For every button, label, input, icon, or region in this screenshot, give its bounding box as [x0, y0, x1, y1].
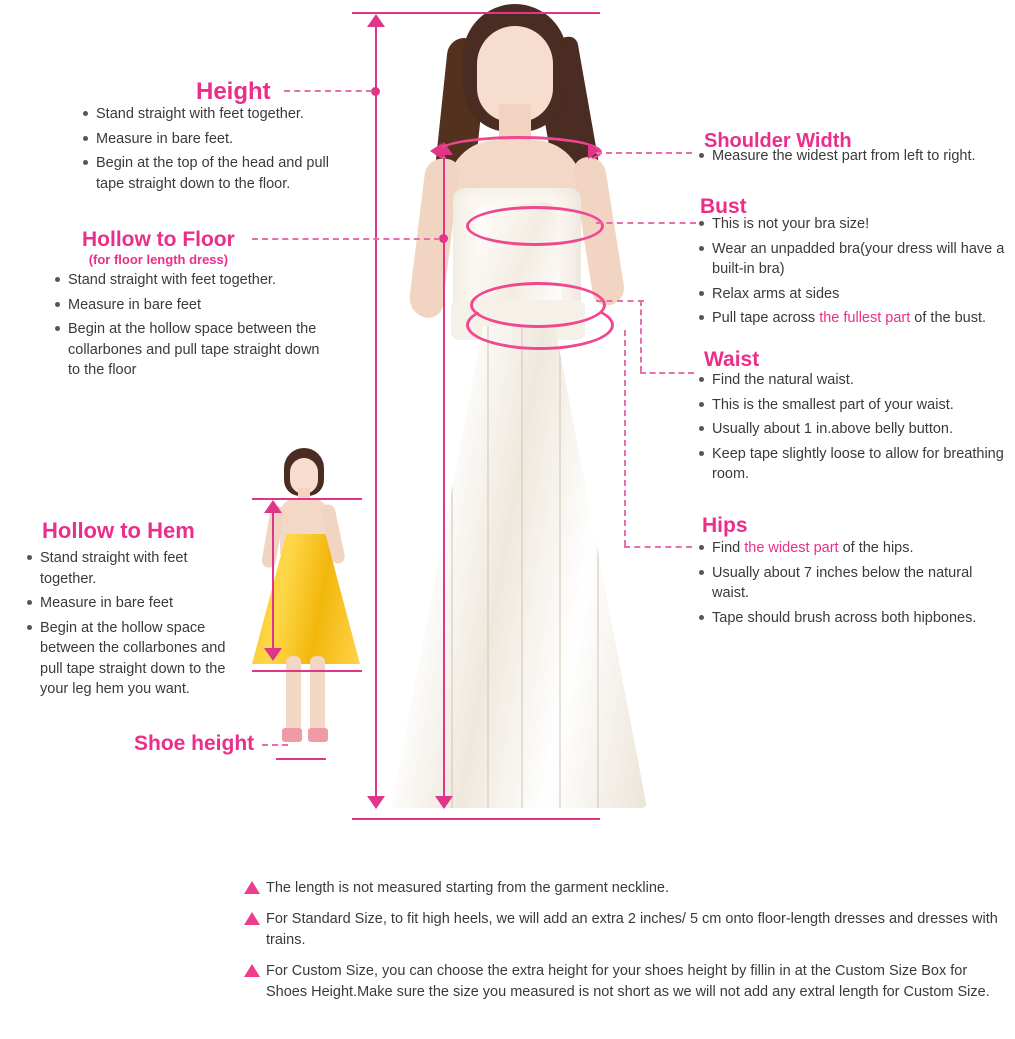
- height-line: [375, 22, 377, 800]
- floor-line: [352, 818, 600, 820]
- hollow-to-floor-label: [82, 228, 235, 267]
- bust-highlight: the fullest part: [819, 310, 911, 327]
- note-text: For Standard Size, to fit high heels, we will add an extra 2 inches/ 5 cm onto floor-length dresses and dresses with trains.: [266, 911, 998, 949]
- list-item: Usually about 7 inches below the natural waist.: [712, 563, 1004, 604]
- list-item: Wear an unpadded bra(your dress will have a built-in bra): [712, 239, 1014, 280]
- shoulder-leader-dash: [596, 152, 692, 154]
- warning-triangle-icon: [244, 881, 260, 894]
- hollow-floor-leader-dash: [252, 238, 440, 240]
- height-label: Height: [196, 78, 271, 105]
- list-item: This is not your bra size!: [712, 214, 1014, 235]
- leg-left: [286, 656, 301, 732]
- hollow-floor-dot: [439, 234, 448, 243]
- footnotes: [240, 878, 1000, 1013]
- height-dot-top: [371, 87, 380, 96]
- list-item: Find the natural waist.: [712, 370, 1004, 391]
- hollow-to-floor-subtitle: (for floor length dress): [88, 252, 229, 267]
- height-leader-dash: [284, 90, 372, 92]
- model-illustration-short-dress: [238, 440, 388, 770]
- shoulder-arrow-right: [588, 143, 600, 159]
- shoulder-width-bullets: [694, 146, 1014, 171]
- waist-leader-dash-in: [596, 300, 644, 302]
- bust-leader-dash: [596, 222, 696, 224]
- hollow-to-hem-bullets: [22, 548, 242, 704]
- hips-label: Hips: [702, 514, 748, 537]
- list-item-bust-fullest: Pull tape across the fullest part of the bust.: [712, 308, 1014, 329]
- list-item: Measure the widest part from left to right.: [712, 146, 1014, 167]
- list-item: Tape should brush across both hipbones.: [712, 608, 1004, 629]
- shoe-height-leader: [262, 744, 288, 746]
- head-top-line: [352, 12, 600, 14]
- hips-band: [466, 300, 614, 350]
- list-item: Measure in bare feet.: [96, 129, 348, 150]
- bust-bullets: [694, 214, 1014, 333]
- height-bullets: [78, 104, 348, 198]
- list-item: Stand straight with feet together.: [96, 104, 348, 125]
- waist-label: Waist: [704, 348, 760, 371]
- hollow-hem-bottom-line: [252, 670, 362, 672]
- note-2: [240, 909, 1000, 951]
- waist-leader-vertical: [640, 300, 642, 372]
- bust-label: Bust: [700, 195, 747, 218]
- height-arrow-bottom: [367, 796, 385, 809]
- shoe-height-line: [276, 758, 326, 760]
- warning-triangle-icon: [244, 964, 260, 977]
- list-item: Stand straight with feet together.: [68, 270, 330, 291]
- shoe-right: [308, 728, 328, 742]
- hips-highlight: the widest part: [744, 540, 839, 556]
- list-item: Measure in bare feet: [40, 593, 242, 614]
- shoulder-band: [436, 136, 602, 168]
- note-3: [240, 961, 1000, 1003]
- hollow-hem-arrow-bottom: [264, 648, 282, 661]
- dress-skirt: [391, 326, 647, 808]
- model-illustration-long-dress: [355, 0, 675, 820]
- hollow-to-hem-line: [272, 508, 274, 648]
- list-item: Begin at the hollow space between the collarbones and pull tape straight down to the floor: [68, 319, 330, 381]
- list-item: Relax arms at sides: [712, 284, 1014, 305]
- list-item: Keep tape slightly loose to allow for breathing room.: [712, 444, 1004, 485]
- list-item: This is the smallest part of your waist.: [712, 395, 1004, 416]
- shoulder-arrow-left: [430, 143, 442, 159]
- shoulder-width-label: Shoulder Width: [704, 130, 852, 152]
- hollow-to-floor-line: [443, 150, 445, 800]
- note-text: The length is not measured starting from the garment neckline.: [266, 880, 669, 896]
- hollow-to-floor-bullets: [50, 270, 330, 385]
- note-text: For Custom Size, you can choose the extra height for your shoes height by fillin in at the Custom Size Box for Shoes Height.Make sure the size you measured is not short as we will not add any extral length for Custom Size.: [266, 963, 990, 1001]
- list-item: Usually about 1 in.above belly button.: [712, 419, 1004, 440]
- list-item: Measure in bare feet: [68, 295, 330, 316]
- list-item: Stand straight with feet together.: [40, 548, 242, 589]
- hips-bullets: [694, 538, 1004, 632]
- shoe-height-label: Shoe height: [134, 732, 255, 755]
- hollow-to-hem-label: Hollow to Hem: [42, 518, 195, 543]
- list-item: Begin at the hollow space between the collarbones and pull tape straight down to the your leg hem you want.: [40, 618, 242, 700]
- shoe-left: [282, 728, 302, 742]
- waist-bullets: [694, 370, 1004, 489]
- warning-triangle-icon: [244, 912, 260, 925]
- note-1: [240, 878, 1000, 899]
- list-item-hips-widest: Find the widest part of the hips.: [712, 538, 1004, 559]
- hollow-floor-arrow-bottom: [435, 796, 453, 809]
- leg-right: [310, 656, 325, 732]
- list-item: Begin at the top of the head and pull tape straight down to the floor.: [96, 153, 348, 194]
- waist-leader-dash-out: [640, 372, 694, 374]
- bust-band: [466, 206, 604, 246]
- hips-leader-vertical: [624, 330, 626, 546]
- hollow-to-floor-title: Hollow to Floor: [82, 228, 235, 251]
- hips-leader-dash: [624, 546, 692, 548]
